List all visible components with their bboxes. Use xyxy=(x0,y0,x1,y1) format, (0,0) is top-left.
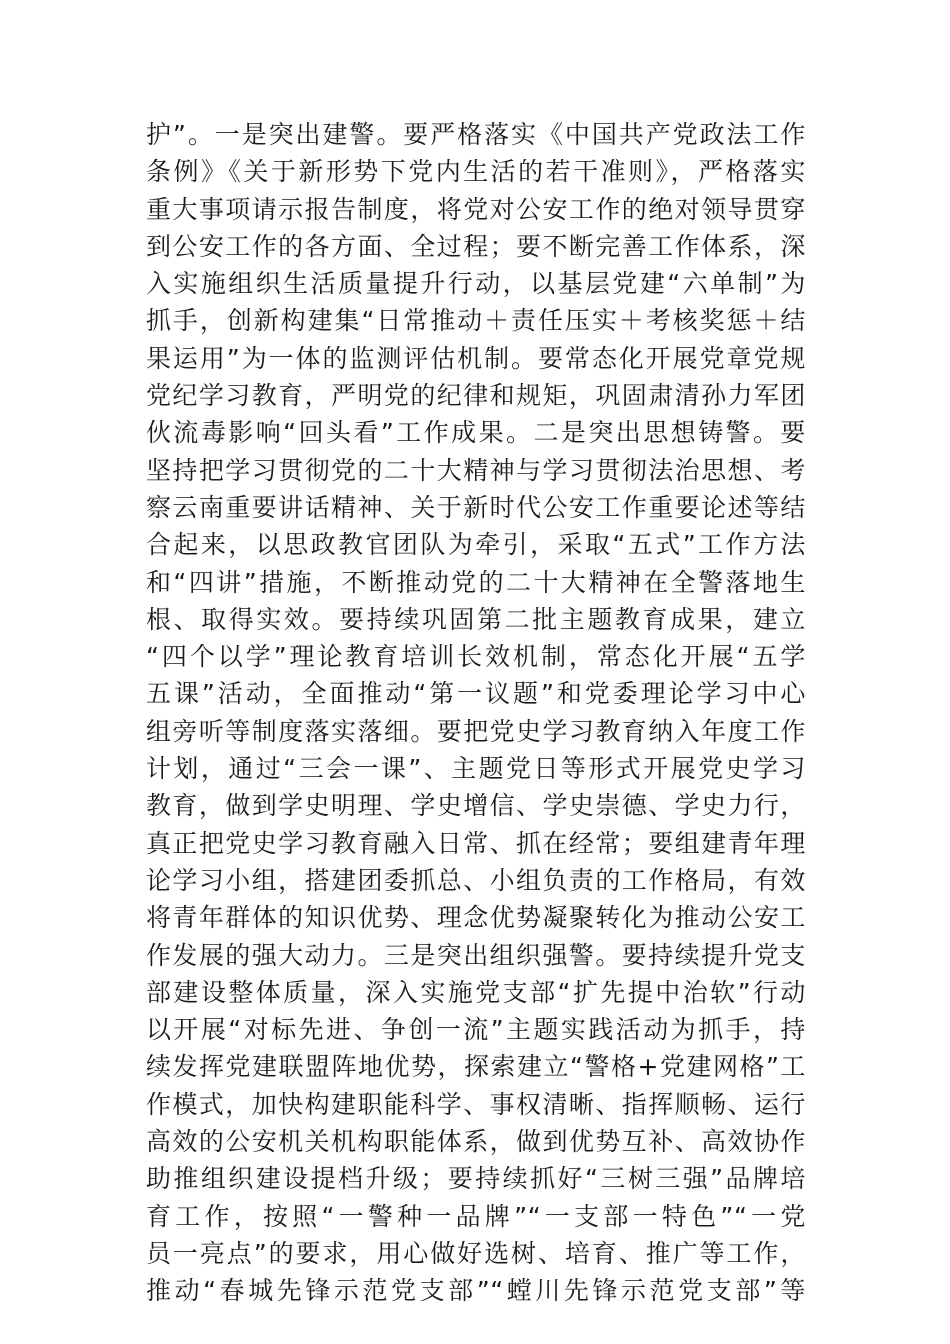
text-line-26: 续发挥党建联盟阵地优势，探索建立“警格+党建网格”工 xyxy=(146,1052,806,1082)
text-line-6: 抓手，创新构建集“日常推动＋责任压实＋考核奖惩＋结 xyxy=(146,306,806,336)
text-line-14: 根、取得实效。要持续巩固第二批主题教育成果，建立 xyxy=(146,604,806,634)
text-line-30: 育工作，按照“一警种一品牌”“一支部一特色”“一党 xyxy=(146,1201,806,1231)
text-line-18: 计划，通过“三会一课”、主题党日等形式开展党史学习 xyxy=(146,754,806,784)
text-line-32: 推动“春城先锋示范党支部”“螳川先锋示范党支部”等 xyxy=(146,1276,806,1306)
text-line-28: 高效的公安机关机构职能体系，做到优势互补、高效协作 xyxy=(146,1127,806,1157)
text-line-11: 察云南重要讲话精神、关于新时代公安工作重要论述等结 xyxy=(146,492,806,522)
text-line-10: 坚持把学习贯彻党的二十大精神与学习贯彻法治思想、考 xyxy=(146,455,806,485)
text-line-2: 条例》《关于新形势下党内生活的若干准则》，严格落实 xyxy=(146,157,806,187)
text-line-4: 到公安工作的各方面、全过程；要不断完善工作体系，深 xyxy=(146,231,806,261)
text-line-16: 五课”活动，全面推动“第一议题”和党委理论学习中心 xyxy=(146,679,806,709)
text-line-23: 作发展的强大动力。三是突出组织强警。要持续提升党支 xyxy=(146,940,806,970)
text-line-20: 真正把党史学习教育融入日常、抓在经常；要组建青年理 xyxy=(146,828,806,858)
text-line-9: 伙流毒影响“回头看”工作成果。二是突出思想铸警。要 xyxy=(146,418,806,448)
text-line-17: 组旁听等制度落实落细。要把党史学习教育纳入年度工作 xyxy=(146,716,806,746)
text-line-5: 入实施组织生活质量提升行动，以基层党建“六单制”为 xyxy=(146,269,806,299)
text-line-21: 论学习小组，搭建团委抓总、小组负责的工作格局，有效 xyxy=(146,865,806,895)
text-line-8: 党纪学习教育，严明党的纪律和规矩，巩固肃清孙力军团 xyxy=(146,381,806,411)
text-line-13: 和“四讲”措施，不断推动党的二十大精神在全警落地生 xyxy=(146,567,806,597)
text-line-27: 作模式，加快构建职能科学、事权清晰、指挥顺畅、运行 xyxy=(146,1089,806,1119)
text-line-29: 助推组织建设提档升级；要持续抓好“三树三强”品牌培 xyxy=(146,1164,806,1194)
text-line-25: 以开展“对标先进、争创一流”主题实践活动为抓手，持 xyxy=(146,1015,806,1045)
text-line-7: 果运用”为一体的监测评估机制。要常态化开展党章党规 xyxy=(146,343,806,373)
text-line-22: 将青年群体的知识优势、理念优势凝聚转化为推动公安工 xyxy=(146,903,806,933)
text-line-19: 教育，做到学史明理、学史增信、学史崇德、学史力行， xyxy=(146,791,806,821)
text-line-12: 合起来，以思政教官团队为牵引，采取“五式”工作方法 xyxy=(146,530,806,560)
text-line-31: 员一亮点”的要求，用心做好选树、培育、推广等工作， xyxy=(146,1238,806,1268)
text-line-3: 重大事项请示报告制度，将党对公安工作的绝对领导贯穿 xyxy=(146,194,806,224)
text-line-1: 护”。一是突出建警。要严格落实《中国共产党政法工作 xyxy=(146,120,806,149)
body-text xyxy=(146,116,806,1310)
text-line-15: “四个以学”理论教育培训长效机制，常态化开展“五学 xyxy=(146,642,806,672)
text-line-24: 部建设整体质量，深入实施党支部“扩先提中治软”行动 xyxy=(146,977,806,1007)
